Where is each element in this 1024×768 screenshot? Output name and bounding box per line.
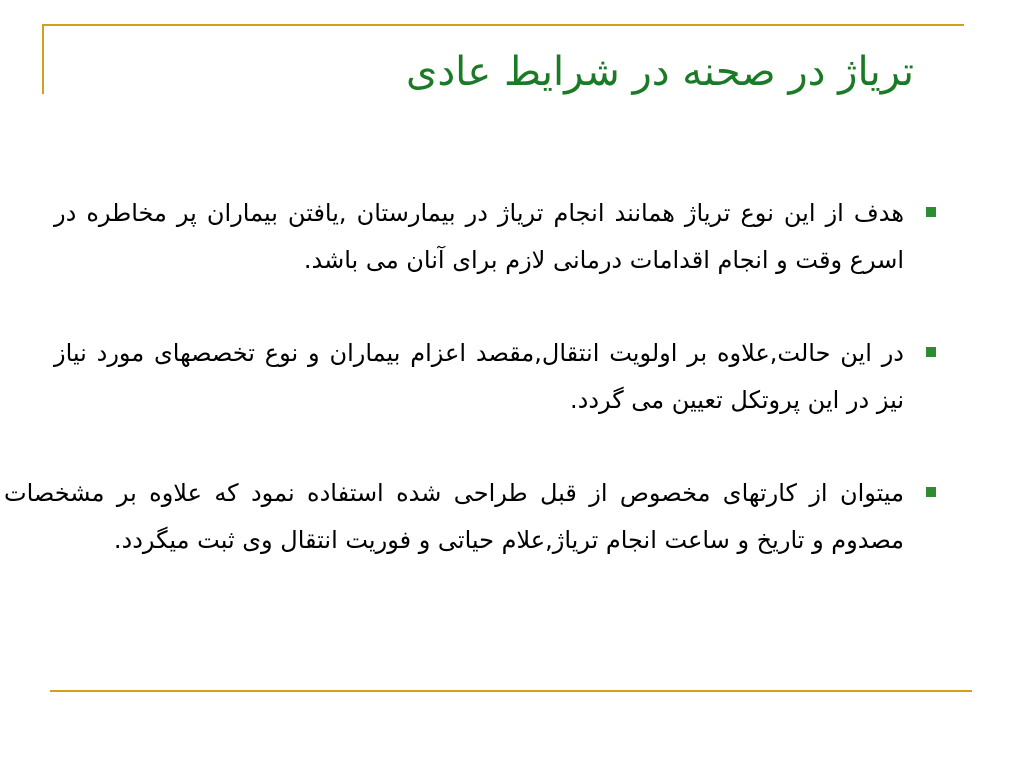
- bullet-item: [54, 190, 904, 284]
- bullet-text: میتوان از کارتهای مخصوص از قبل طراحی شده استفاده نمود که علاوه بر مشخصات مصدوم و تاریخ و ساعت انجام تریاژ,علام حیاتی و فوریت انتقال وی ثبت میگردد.: [4, 479, 904, 554]
- square-bullet-icon: [926, 207, 936, 217]
- left-divider: [42, 24, 44, 94]
- top-divider: [42, 24, 964, 26]
- bullet-item: [54, 330, 904, 424]
- bullet-text: در این حالت,علاوه بر اولویت انتقال,مقصد اعزام بیماران و نوع تخصصهای مورد نیاز نیز در این پروتکل تعیین می گردد.: [54, 339, 904, 414]
- slide-title: تریاژ در صحنه در شرایط عادی: [406, 49, 914, 95]
- square-bullet-icon: [926, 347, 936, 357]
- square-bullet-icon: [926, 487, 936, 497]
- bullet-item: [4, 470, 904, 564]
- bullet-text: هدف از این نوع تریاژ همانند انجام تریاژ در بیمارستان ,یافتن بیماران پر مخاطره در اسرع وقت و انجام اقدامات درمانی لازم برای آنان می باشد.: [54, 199, 904, 274]
- bottom-divider: [50, 690, 972, 692]
- bullet-list: [4, 190, 904, 610]
